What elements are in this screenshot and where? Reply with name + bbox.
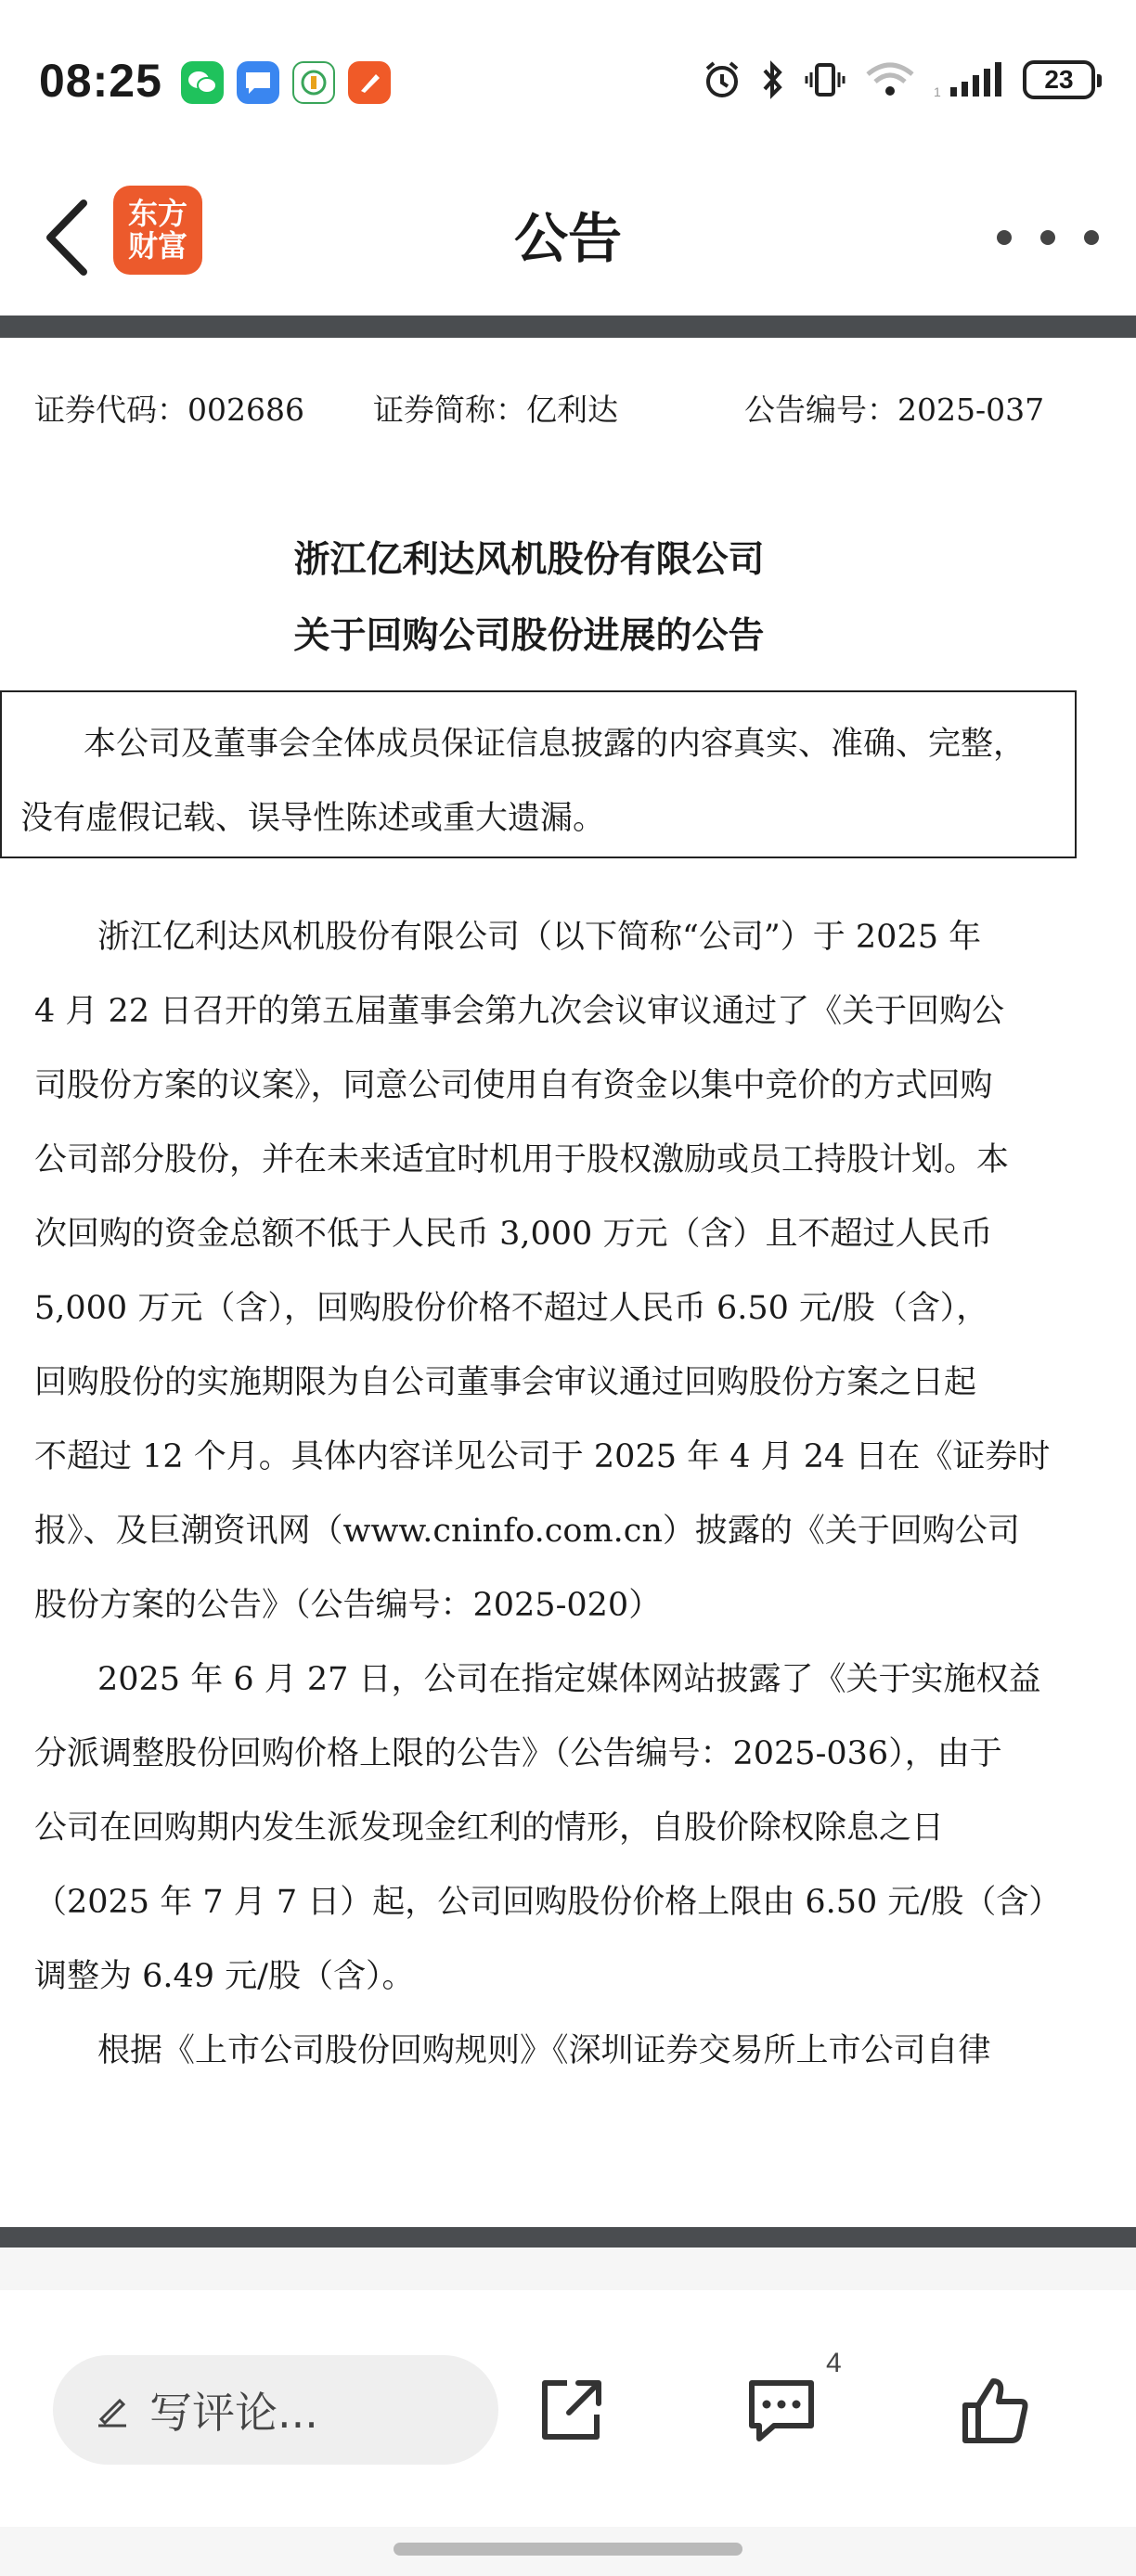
body-line: 公司在回购期内发生派发现金红利的情形，自股价除权除息之日: [34, 1810, 945, 1847]
body-line: （2025 年 7 月 7 日）起，公司回购股份价格上限由 6.50 元/股（含）: [34, 1884, 1062, 1921]
alarm-icon: [702, 59, 742, 100]
security-code: 证券代码：002686: [34, 392, 304, 428]
comment-input[interactable]: [53, 2355, 498, 2465]
body-line: 浙江亿利达风机股份有限公司（以下简称“公司”）于 2025 年: [97, 919, 982, 956]
bank-icon: [292, 61, 335, 104]
body-line: 2025 年 6 月 27 日，公司在指定媒体网站披露了《关于实施权益: [97, 1661, 1041, 1698]
wechat-icon: [181, 61, 224, 104]
notification-icons: [181, 61, 391, 104]
system-status: [702, 59, 1095, 100]
comment-count-badge: 4: [826, 2348, 842, 2378]
divider: [0, 316, 1136, 338]
body-line: 回购股份的实施期限为自公司董事会审议通过回购股份方案之日起: [34, 1364, 977, 1401]
comment-bubble-icon: [744, 2376, 819, 2446]
body-line: 5,000 万元（含），回购股份价格不超过人民币 6.50 元/股（含），: [34, 1290, 989, 1327]
home-indicator[interactable]: [394, 2543, 742, 2556]
body-line: 司股份方案的议案》，同意公司使用自有资金以集中竞价的方式回购: [34, 1067, 993, 1104]
body-line: 不超过 12 个月。具体内容详见公司于 2025 年 4 月 24 日在《证券时: [34, 1438, 1051, 1475]
wifi-icon: [865, 61, 915, 98]
logo-line2: 财富: [127, 228, 187, 264]
thumbs-up-icon: [958, 2376, 1032, 2446]
share-button[interactable]: [524, 2364, 617, 2457]
bottom-action-bar: [0, 2290, 1136, 2527]
announcement-number: 公告编号：2025-037: [744, 392, 1045, 428]
body-line: 调整为 6.49 元/股（含）。: [34, 1958, 415, 1995]
body-line: 报》、及巨潮资讯网（www.cninfo.com.cn）披露的《关于回购公司: [34, 1513, 1020, 1550]
more-dot-icon: [1084, 230, 1099, 245]
notice-line: 本公司及董事会全体成员保证信息披露的内容真实、准确、完整，: [84, 726, 1026, 763]
body-line: 4 月 22 日召开的第五届董事会第九次会议审议通过了《关于回购公: [34, 993, 1005, 1030]
notice-box: [0, 690, 1077, 858]
share-icon: [536, 2376, 606, 2446]
body-line: 股份方案的公告》（公告编号：2025-020）: [34, 1587, 662, 1624]
doc-title-line1: 浙江亿利达风机股份有限公司: [293, 538, 765, 581]
battery-indicator: 23: [1023, 60, 1095, 99]
app-icon: [348, 61, 391, 104]
page-header: [0, 167, 1136, 316]
divider: [0, 2227, 1136, 2248]
more-options-button[interactable]: [997, 206, 1099, 269]
pen-icon: [94, 2391, 131, 2428]
like-button[interactable]: [949, 2364, 1041, 2457]
body-line: 根据《上市公司股份回购规则》《深圳证券交易所上市公司自律: [97, 2032, 991, 2069]
more-dot-icon: [1040, 230, 1055, 245]
comment-placeholder: 写评论...: [149, 2388, 318, 2438]
bluetooth-icon: [761, 59, 785, 100]
body-line: 公司部分股份，并在未来适宜时机用于股权激励或员工持股计划。本: [34, 1141, 1010, 1179]
vibrate-icon: [804, 61, 846, 98]
announcement-document[interactable]: [0, 338, 1136, 2227]
doc-title-line2: 关于回购公司股份进展的公告: [293, 614, 765, 657]
body-line: 次回购的资金总额不低于人民币 3,000 万元（含）且不超过人民币: [34, 1216, 993, 1253]
logo-line1: 东方: [127, 195, 187, 231]
comments-button[interactable]: [735, 2364, 828, 2457]
signal-icon: [934, 61, 1004, 98]
body-line: 分派调整股份回购价格上限的公告》（公告编号：2025-036），由于: [34, 1735, 1002, 1772]
svg-text:1: 1: [934, 84, 941, 98]
message-icon: [237, 61, 279, 104]
status-bar: [0, 0, 1136, 167]
notice-line: 没有虚假记载、误导性陈述或重大遗漏。: [20, 800, 606, 837]
more-dot-icon: [997, 230, 1012, 245]
status-time: 08:25: [39, 55, 162, 107]
security-abbr: 证券简称：亿利达: [373, 392, 618, 428]
page-title: 公告: [513, 207, 622, 270]
